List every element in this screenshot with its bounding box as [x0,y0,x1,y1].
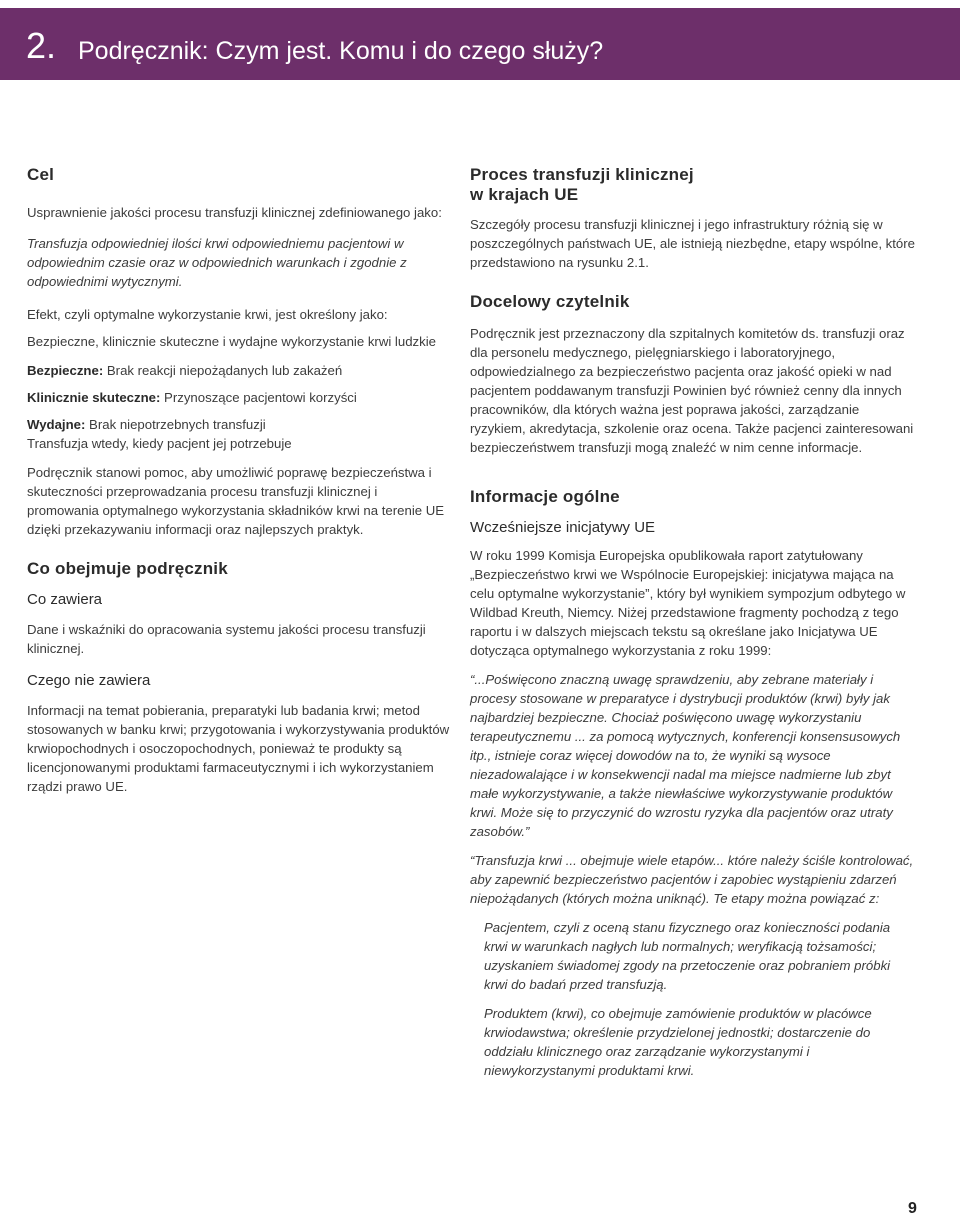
informacje-heading: Informacje ogólne [470,487,620,506]
efficient-text: Brak niepotrzebnych transfuzji [85,417,266,432]
clinical-line [27,388,452,407]
podrecznik-paragraph: Podręcznik stanowi pomoc, aby umożliwić poprawę bezpieczeństwa i skuteczności przeprowadzania procesu transfuzji klinicznej i promowania optymalnego wykorzystania składników krwi na terenie UE dzięki przekazywaniu informacji oraz najlepszych praktyk. [27,465,445,537]
wczesniejsze-text: W roku 1999 Komisja Europejska opublikowała raport zatytułowany „Bezpieczeństwo krwi we Wspólnocie Europejskiej: inicjatywa mająca na celu optymalne wykorzystanie”, który był wynikiem sympozjum odbytego w Wildbad Kreuth, Niemcy. Niżej przedstawione fragmenty pochodzą z tego raportu i w dalszych miejscach tekstu są określane jako Inicjatywa UE dotycząca optymalnego wykorzystania z roku 1999: [470,548,906,658]
chapter-header [0,8,960,80]
page-number: 9 [908,1200,917,1217]
co-zawiera-text: Dane i wskaźniki do opracowania systemu jakości procesu transfuzji klinicznej. [27,622,426,656]
efficient-line-2: Transfuzja wtedy, kiedy pacjent jej potrzebuje [27,436,292,451]
left-column [27,165,452,796]
cel-heading: Cel [27,165,55,184]
chapter-title: Podręcznik: Czym jest. Komu i do czego służy? [78,37,604,65]
czego-nie-heading: Czego nie zawiera [27,672,151,689]
efficient-line [27,415,452,434]
czego-nie-text: Informacji na temat pobierania, preparatyki lub badania krwi; metod stosowanych w banku krwi; przygotowania i wykorzystywania produktów krwiopochodnych i osoczopochodnych, ponieważ te produkty są licencjonowanymi produktami farmaceutycznymi i ich wykorzystaniem rządzi prawo UE. [27,703,450,794]
quote-4: Produktem (krwi), co obejmuje zamówienie produktów w placówce krwiodawstwa; określenie przydzielonej jednostki; dostarczenie do oddziału klinicznego oraz zarządzanie wykorzystanymi i niewykorzystanymi produktami krwi. [484,1006,872,1078]
efficient-label: Wydajne: [27,417,86,432]
co-obejmuje-heading: Co obejmuje podręcznik [27,559,228,578]
efekt-text: Efekt, czyli optymalne wykorzystanie krwi, jest określony jako: [27,307,388,322]
co-zawiera-heading: Co zawiera [27,591,103,608]
proces-heading-line-2: w krajach UE [470,185,579,204]
proces-text: Szczegóły procesu transfuzji klinicznej i jego infrastruktury różnią się w poszczególnych państwach UE, ale istnieją niezbędne, etapy wspólne, które przedstawiono na rysunku 2.1. [470,217,915,270]
docelowy-text: Podręcznik jest przeznaczony dla szpitalnych komitetów ds. transfuzji oraz dla personelu medycznego, pielęgniarskiego i laboratoryjnego, odpowiedzialnego za bezpieczeństwo pacjenta oraz jakość opieki w nad pacjentem poddawanym transfuzji Powinien być również cenny dla innych pracowników, dla których ważna jest poprawa jakości, zarządzanie ryzykiem, akredytacja, szkolenie oraz ocena. Także pacjenci zainteresowani bezpieczeństwem transfuzji mogą znaleźć w nim cenne informacje. [470,326,914,455]
clinical-text: Przynoszące pacjentowi korzyści [160,390,357,405]
right-column [470,165,915,1080]
quote-3: Pacjentem, czyli z oceną stanu fizycznego oraz konieczności podania krwi w warunkach nagłych lub normalnych; weryfikacją tożsamości; uzyskaniem świadomej zgody na przetoczenie oraz pobraniem próbki krwi do badań przed transfuzją. [484,920,891,992]
clinical-label: Klinicznie skuteczne: [27,390,161,405]
safe-text: Brak reakcji niepożądanych lub zakażeń [103,363,343,378]
docelowy-heading: Docelowy czytelnik [470,292,630,311]
cel-intro: Usprawnienie jakości procesu transfuzji klinicznej zdefiniowanego jako: [27,205,442,220]
safe-label: Bezpieczne: [27,363,104,378]
quote-1: “...Poświęcono znaczną uwagę sprawdzeniu, aby zebrane materiały i procesy stosowane w preparatyce i dystrybucji produktów (krwi) były jak najbardziej bezpieczne. Chociaż poświęcono uwagę wykorzystaniu terapeutycznemu ... za pomocą wytycznych, konferencji konsensusowych itp., istnieje coraz więcej dowodów na to, że wyniki są wysoce niezadowalające i w konsekwencji nadal ma miejsce nadmierne lub zbyt małe wykorzystywanie, a także niewłaściwe wykorzystywanie produktów krwi. Może się to przyczynić do wzrostu ryzyka dla pacjentów oraz utraty zasobów.” [470,672,901,839]
quote-2: “Transfuzja krwi ... obejmuje wiele etapów... które należy ściśle kontrolować, aby zapewnić bezpieczeństwo pacjentów i zapobiec wystąpieniu zdarzeń niepożądanych (których można uniknąć). Te etapy można powiązać z: [470,853,914,906]
safe-line [27,361,452,380]
wczesniejsze-heading: Wcześniejsze inicjatywy UE [470,519,656,536]
cel-definition: Transfuzja odpowiedniej ilości krwi odpowiedniemu pacjentowi w odpowiednim czasie oraz w odpowiednich warunkach i zgodnie z odpowiednimi wytycznymi. [27,236,407,289]
chapter-number: 2. [26,25,57,66]
proces-heading-line-1: Proces transfuzji klinicznej [470,165,694,184]
bezpieczne-list: Bezpieczne, klinicznie skuteczne i wydajne wykorzystanie krwi ludzkie [27,334,436,349]
proces-heading [470,165,915,205]
